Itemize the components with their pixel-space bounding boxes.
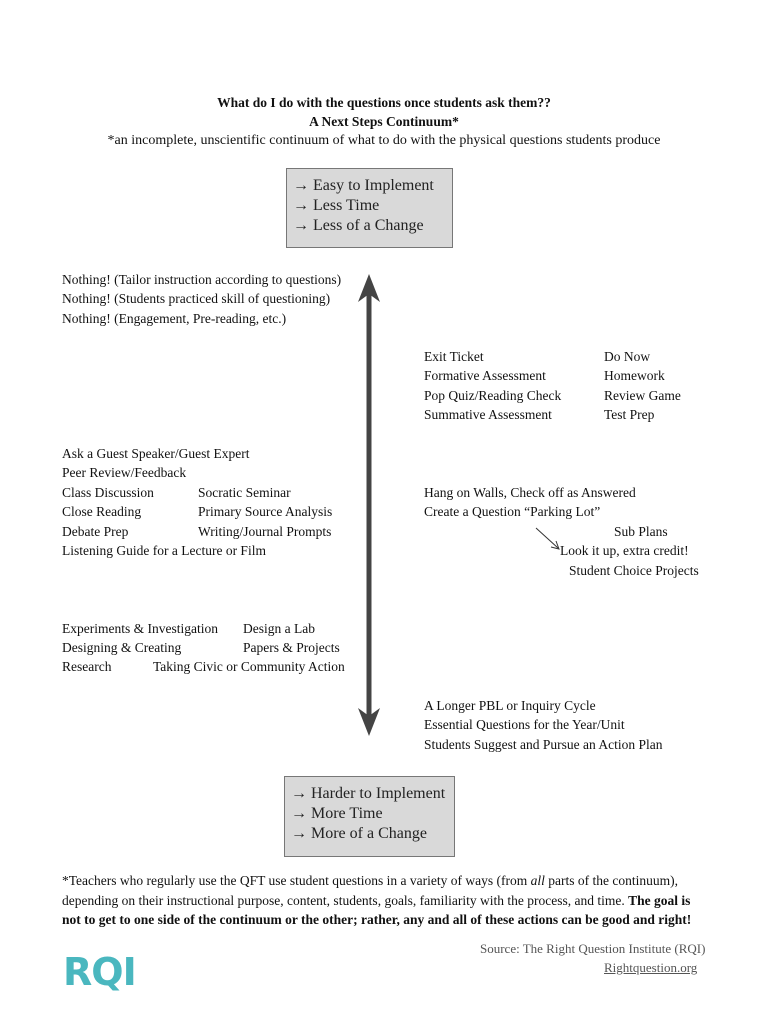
list-item: Writing/Journal Prompts (198, 524, 332, 539)
easy-box-line: → Less Time (293, 197, 380, 214)
list-item: Close Reading (62, 504, 142, 519)
list-item: Ask a Guest Speaker/Guest Expert (62, 446, 250, 461)
hard-box-line: → More of a Change (291, 825, 427, 842)
source-link[interactable]: Rightquestion.org (604, 960, 698, 975)
list-item: Papers & Projects (243, 640, 340, 655)
footer-text: *Teachers who regularly use the QFT use student questions in a variety of ways (from (62, 873, 531, 888)
easy-box (286, 168, 453, 248)
list-item: Look it up, extra credit! (560, 543, 689, 558)
easy-box-line: → Easy to Implement (293, 177, 434, 194)
list-item: Design a Lab (243, 621, 315, 636)
page-title: What do I do with the questions once students ask them?? (217, 95, 551, 110)
list-item: Class Discussion (62, 485, 154, 500)
list-item: Hang on Walls, Check off as Answered (424, 485, 636, 500)
list-item: Review Game (604, 388, 681, 403)
list-item: Debate Prep (62, 524, 129, 539)
rqi-logo: RQI (63, 950, 136, 994)
list-item: Research (62, 659, 112, 674)
list-item: Pop Quiz/Reading Check (424, 388, 562, 403)
list-item: Nothing! (Engagement, Pre-reading, etc.) (62, 311, 287, 326)
list-item: Peer Review/Feedback (62, 465, 187, 480)
list-item: Students Suggest and Pursue an Action Plan (424, 737, 663, 752)
list-item: Designing & Creating (62, 640, 182, 655)
list-item: Formative Assessment (424, 368, 546, 383)
footer-text: parts of the continuum), depending on their instructional purpose, content, students, goals, familiarity with the process, and time. (62, 873, 678, 908)
hard-box-line: → More Time (291, 805, 383, 822)
continuum-arrow-icon (355, 272, 385, 742)
list-item: Taking Civic or Community Action (153, 659, 345, 674)
list-item: Homework (604, 368, 665, 383)
footer-note (62, 871, 712, 930)
list-item: Do Now (604, 349, 651, 364)
list-item: Essential Questions for the Year/Unit (424, 717, 625, 732)
list-item: Sub Plans (614, 524, 668, 539)
hard-box (284, 776, 455, 857)
list-item: Create a Question “Parking Lot” (424, 504, 601, 519)
list-item: A Longer PBL or Inquiry Cycle (424, 698, 596, 713)
list-item: Socratic Seminar (198, 485, 291, 500)
list-item: Experiments & Investigation (62, 621, 218, 636)
page-note: *an incomplete, unscientific continuum of what to do with the physical questions students produce (107, 133, 661, 148)
source-text: Source: The Right Question Institute (RQI) (480, 941, 706, 956)
list-item: Test Prep (604, 407, 655, 422)
footer-bold: The goal is not to get to one side of the continuum or the other; rather, any and all of these actions can be good and right! (62, 892, 692, 927)
list-item: Listening Guide for a Lecture or Film (62, 543, 266, 558)
list-item: Primary Source Analysis (198, 504, 333, 519)
list-item: Student Choice Projects (569, 563, 699, 578)
easy-box-line: → Less of a Change (293, 217, 424, 234)
list-item: Nothing! (Students practiced skill of questioning) (62, 291, 331, 306)
list-item: Nothing! (Tailor instruction according to questions) (62, 272, 342, 287)
page-subtitle: A Next Steps Continuum* (309, 114, 459, 129)
list-item: Exit Ticket (424, 349, 484, 364)
hard-box-line: → Harder to Implement (291, 785, 446, 802)
footer-italic: all (530, 873, 545, 888)
list-item: Summative Assessment (424, 407, 552, 422)
